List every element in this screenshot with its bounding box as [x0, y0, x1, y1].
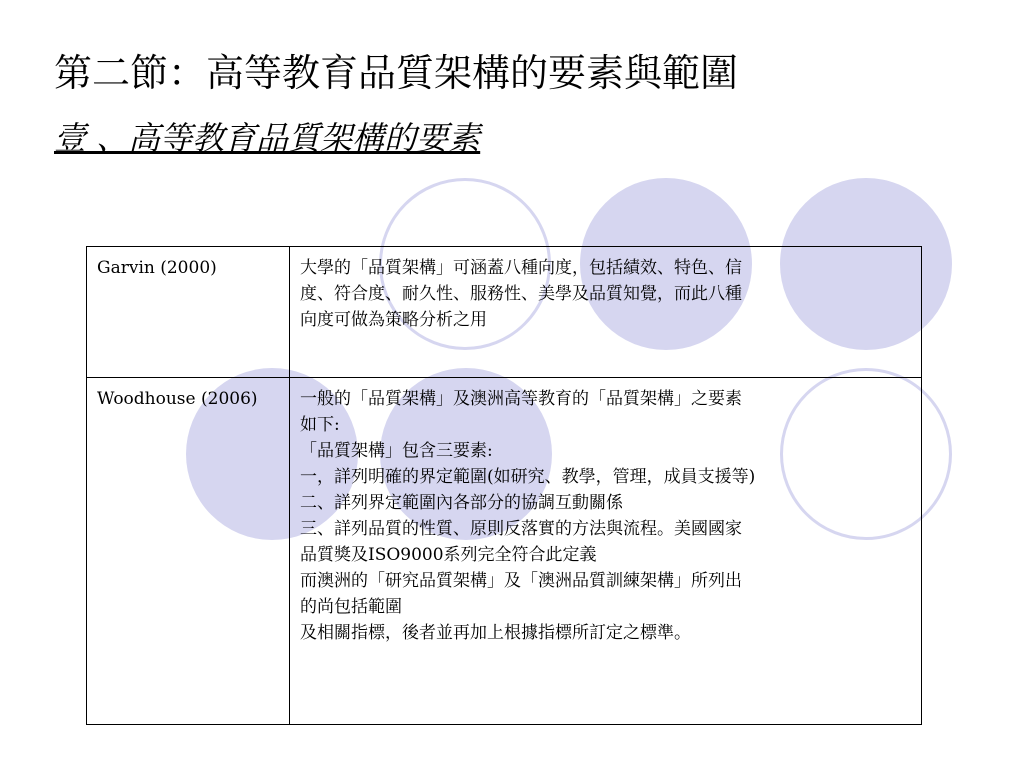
description-cell	[290, 247, 922, 378]
slide-subtitle: 壹 、高等教育品質架構的要素	[54, 119, 481, 157]
description-line: 大學的「品質架構」可涵蓋八種向度，包括績效、特色、信	[300, 258, 742, 278]
description-line: 三、詳列品質的性質、原則反落實的方法與流程。美國國家	[300, 519, 742, 539]
description-line: 向度可做為策略分析之用	[300, 310, 487, 330]
description-line: 如下:	[300, 415, 340, 435]
description-line: 及相關指標，後者並再加上根據指標所訂定之標準。	[300, 623, 691, 643]
slide-title: 第二節：高等教育品質架構的要素與範圍	[54, 51, 739, 95]
description-line: 二、詳列界定範圍內各部分的協調互動關係	[300, 493, 623, 513]
description-line: 一，詳列明確的界定範圍(如研究、教學，管理，成員支援等)	[300, 467, 756, 487]
description-cell	[290, 378, 922, 725]
table-row	[87, 247, 922, 378]
description-line: 度、符合度、耐久性、服務性、美學及品質知覺，而此八種	[300, 284, 742, 304]
description-line: 的尚包括範圍	[300, 597, 402, 617]
quality-framework-table	[86, 246, 922, 725]
description-line: 而澳洲的「研究品質架構」及「澳洲品質訓練架構」所列出	[300, 571, 742, 591]
description-line: 「品質架構」包含三要素:	[300, 441, 493, 461]
source-cell: Woodhouse (2006)	[87, 378, 290, 725]
description-line: 品質獎及ISO9000系列完全符合此定義	[300, 545, 597, 565]
table-row	[87, 378, 922, 725]
description-line: 一般的「品質架構」及澳洲高等教育的「品質架構」之要素	[300, 389, 742, 409]
source-cell: Garvin (2000)	[87, 247, 290, 378]
